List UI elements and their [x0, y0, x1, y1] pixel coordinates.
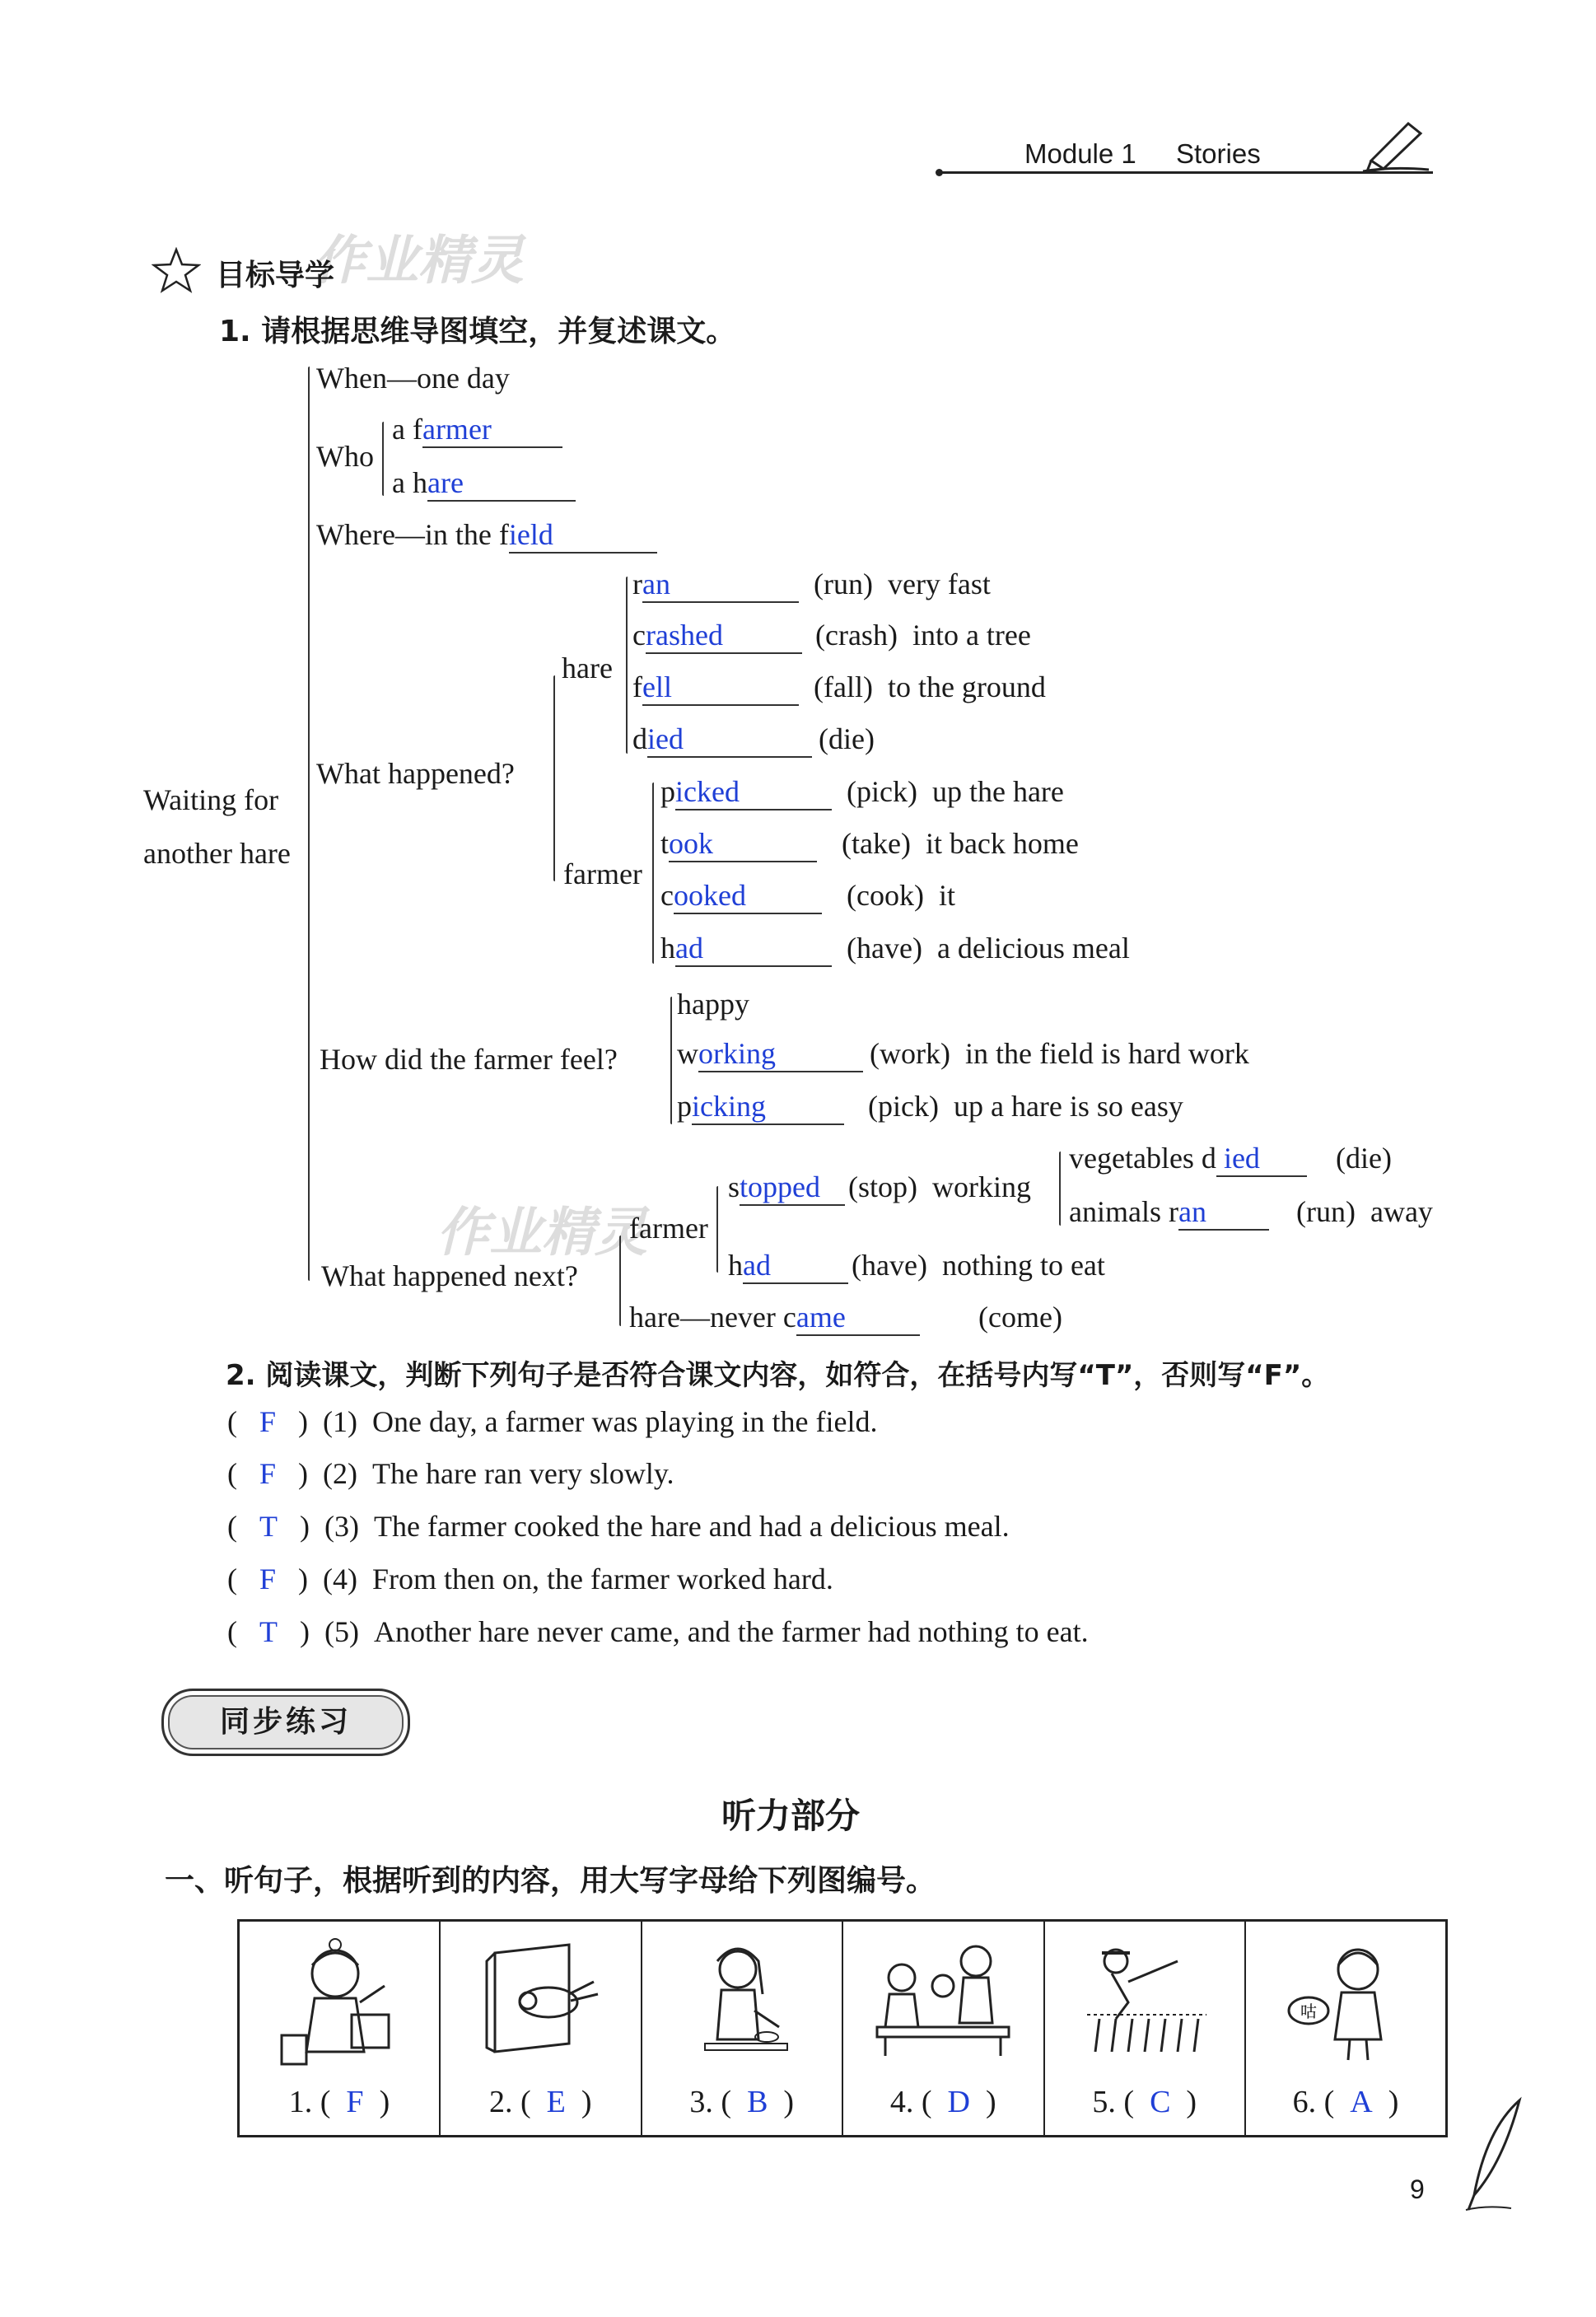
q2-item-4-text: From then on, the farmer worked hard. — [372, 1563, 833, 1595]
hare-item-2-hint — [815, 618, 1031, 652]
rest: away — [1370, 1195, 1433, 1228]
farmer-item-2-blank[interactable] — [669, 826, 817, 862]
hare-item-3-prefix: f — [632, 670, 642, 703]
stopped-answer: topped — [740, 1170, 820, 1203]
hint: (have) — [847, 932, 922, 965]
farmer-brace — [652, 782, 654, 964]
rest: working — [932, 1170, 1031, 1203]
farmer-item-1-hint — [847, 774, 1064, 809]
feel-item-1-prefix: w — [677, 1037, 698, 1070]
pic-cell-5: 5. ( C ) — [1044, 1921, 1246, 2137]
who-item-2-blank[interactable] — [427, 465, 576, 502]
hare-item-3-answer: ell — [642, 670, 672, 703]
pic-4-answer[interactable]: D — [947, 2085, 970, 2119]
farmer-item-2-answer: ook — [669, 827, 714, 860]
pic-cell-4: 4. ( D ) — [842, 1921, 1044, 2137]
next-had-hint — [852, 1248, 1105, 1282]
vegetables-answer: ied — [1223, 1142, 1260, 1175]
feel-item-2-hint — [868, 1089, 1183, 1123]
feel-item-1-hint — [870, 1036, 1249, 1071]
pic-5-num: 5. — [1092, 2085, 1116, 2119]
had-answer: ad — [743, 1249, 771, 1282]
pic-cell-6: 咕 6. ( A ) — [1245, 1921, 1447, 2137]
map-root-line2: another hare — [143, 837, 291, 870]
map-where — [316, 517, 657, 554]
rest: to the ground — [887, 670, 1046, 703]
pic-4-num: 4. — [889, 2085, 914, 2119]
pic-2-answer[interactable]: E — [546, 2085, 566, 2119]
farmer-item-4-prefix: h — [660, 932, 675, 965]
who-item-2 — [392, 465, 576, 502]
next-animals-hint — [1296, 1194, 1433, 1229]
hare-never-prefix: hare—never c — [629, 1301, 796, 1334]
farmer-item-3-prefix: c — [660, 879, 674, 912]
pic-6-answer[interactable]: A — [1350, 2085, 1373, 2119]
hare-never-answer: ame — [796, 1301, 846, 1334]
pencil-icon — [1359, 115, 1433, 173]
map-what-happened: What happened? — [316, 757, 515, 790]
map-when: When—one day — [316, 362, 510, 395]
farmer-item-3-answer: ooked — [673, 879, 746, 912]
q2-item-3: ( T ) (3) The farmer cooked the hare and had a delicious meal. — [227, 1510, 1010, 1543]
rest: very fast — [887, 568, 991, 600]
watermark: 作业精灵 — [313, 231, 524, 292]
listening-title: 听力部分 — [721, 1796, 861, 1836]
hare-never-blank[interactable] — [796, 1300, 920, 1336]
who-brace — [382, 422, 384, 496]
hare-item-3-hint — [814, 670, 1046, 704]
farmer-item-4-blank[interactable] — [675, 931, 832, 967]
farmer-item-2-prefix: t — [660, 827, 670, 860]
q2-item-2-num: (2) — [323, 1457, 358, 1490]
q2-item-1: ( F ) (1) One day, a farmer was playing in the field. — [227, 1405, 878, 1438]
q2-item-4-answer[interactable]: F — [259, 1563, 277, 1595]
next-animals — [1069, 1194, 1269, 1231]
hare-item-1-blank[interactable] — [642, 567, 799, 603]
map-root-line1: Waiting for — [143, 783, 279, 816]
feel-happy: happy — [677, 988, 749, 1021]
hint: (fall) — [814, 670, 873, 703]
hare-item-4-prefix: d — [632, 722, 647, 755]
pic-1-num: 1. — [288, 2085, 313, 2119]
next-brace — [619, 1236, 621, 1326]
hare-item-1-answer: an — [642, 568, 670, 600]
pic-cell-3: 3. ( B ) — [642, 1921, 843, 2137]
hint: (run) — [814, 568, 873, 600]
vegetables-blank[interactable] — [1216, 1141, 1307, 1177]
stopped-prefix: s — [728, 1170, 740, 1203]
hare-item-3-blank[interactable] — [642, 670, 799, 706]
who-item-1-prefix: a f — [392, 413, 422, 446]
pic-6-num: 6. — [1292, 2085, 1317, 2119]
hint: (cook) — [847, 879, 924, 912]
farmer-item-1 — [660, 774, 832, 810]
hare-item-1 — [632, 567, 799, 603]
header-module: Module 1 — [1024, 138, 1136, 169]
next-had — [728, 1248, 848, 1284]
star-icon — [152, 247, 201, 293]
feel-item-1-answer: orking — [698, 1037, 776, 1070]
farmer-item-1-blank[interactable] — [675, 774, 832, 810]
q2-item-3-answer[interactable]: T — [259, 1510, 278, 1543]
q2-item-5-answer[interactable]: T — [259, 1615, 278, 1648]
next-vegetables — [1069, 1141, 1307, 1177]
hint: (crash) — [815, 619, 898, 652]
who-item-2-prefix: a h — [392, 466, 427, 499]
feel-item-2 — [677, 1089, 844, 1125]
girl-eating-icon — [278, 1936, 401, 2068]
q2-item-1-answer[interactable]: F — [259, 1405, 277, 1438]
hint: (pick) — [847, 775, 917, 808]
q2-item-3-num: (3) — [324, 1510, 359, 1543]
rabbit-box-icon — [478, 1936, 602, 2060]
feel-item-1 — [677, 1036, 863, 1072]
where-blank[interactable] — [509, 517, 657, 554]
hare-item-4-blank[interactable] — [647, 722, 812, 758]
animals-answer: an — [1178, 1195, 1206, 1228]
feel-brace — [670, 997, 672, 1124]
watermark: 作业精灵 — [436, 1203, 647, 1264]
feel-item-2-blank[interactable] — [692, 1089, 844, 1125]
where-prefix: Where—in the f — [316, 518, 509, 551]
page-number: 9 — [1410, 2175, 1425, 2204]
farmer-item-2 — [660, 826, 817, 862]
q2-item-1-text: One day, a farmer was playing in the field. — [372, 1405, 878, 1438]
picture-table — [237, 1919, 1448, 2137]
hint: (work) — [870, 1037, 950, 1070]
map-feel: How did the farmer feel? — [320, 1043, 618, 1076]
map-next: What happened next? — [321, 1259, 578, 1292]
hint: (have) — [852, 1249, 927, 1282]
q2-item-4: ( F ) (4) From then on, the farmer worked hard. — [227, 1563, 833, 1595]
hare-item-3 — [632, 670, 799, 706]
rest: it back home — [925, 827, 1079, 860]
hare-label: hare — [562, 652, 613, 684]
farmer-item-1-prefix: p — [660, 775, 675, 808]
pic-3-num: 3. — [689, 2085, 713, 2119]
hare-item-4-hint — [819, 722, 875, 756]
farmer-field-icon — [1079, 1936, 1211, 2060]
practice-banner — [161, 1689, 410, 1756]
next-hare-hint: (come) — [978, 1301, 1062, 1334]
next-hare — [629, 1300, 920, 1336]
hint: (die) — [819, 722, 875, 755]
working-brace — [1059, 1151, 1061, 1226]
next-stopped — [728, 1170, 845, 1206]
section-goal-title: 目标导学 — [216, 259, 335, 292]
farmer-item-2-hint — [842, 826, 1079, 861]
hint: (pick) — [868, 1090, 939, 1123]
next-farmer-brace — [716, 1186, 718, 1273]
hint: (take) — [842, 827, 911, 860]
feel-item-1-blank[interactable] — [698, 1036, 863, 1072]
farmer-item-4-answer: ad — [675, 932, 703, 965]
animals-prefix: animals r — [1069, 1195, 1178, 1228]
hare-item-4-answer: ied — [647, 722, 684, 755]
stopped-blank[interactable] — [740, 1170, 845, 1206]
pic-cell-1: 1. ( F ) — [239, 1921, 441, 2137]
rest: a delicious meal — [936, 932, 1130, 965]
hare-item-1-hint — [814, 567, 991, 601]
farmer-item-4 — [660, 931, 832, 967]
who-item-1-blank[interactable] — [422, 412, 562, 448]
animals-blank[interactable] — [1178, 1194, 1269, 1231]
next-farmer-label: farmer — [629, 1212, 708, 1245]
farmer-item-3 — [660, 878, 822, 914]
hare-item-4 — [632, 722, 812, 758]
farmer-item-3-blank[interactable] — [674, 878, 822, 914]
q1-prompt: 1. 请根据思维导图填空，并复述课文。 — [219, 315, 736, 348]
next-stopped-hint — [848, 1170, 1031, 1204]
had-blank[interactable] — [743, 1248, 848, 1284]
feel-item-2-prefix: p — [677, 1090, 692, 1123]
hare-item-2-blank[interactable] — [646, 618, 802, 654]
q2-item-3-text: The farmer cooked the hare and had a delicious meal. — [373, 1510, 1010, 1543]
q2-prompt: 2. 阅读课文，判断下列句子是否符合课文内容，如符合，在括号内写“T”，否则写“F”。 — [226, 1359, 1330, 1392]
who-item-1 — [392, 412, 562, 448]
pic-cell-2: 2. ( E ) — [440, 1921, 642, 2137]
pic-1-answer[interactable]: F — [346, 2085, 364, 2119]
next-vegetables-hint: (die) — [1336, 1142, 1392, 1175]
pic-2-num: 2. — [488, 2085, 513, 2119]
feather-icon — [1462, 2096, 1528, 2212]
q2-item-1-num: (1) — [323, 1405, 358, 1438]
girl-speaking-icon — [1284, 1936, 1407, 2068]
map-who-label: Who — [316, 440, 374, 473]
speech-bubble-text: 咕 — [1300, 2002, 1317, 2021]
q2-item-5-num: (5) — [324, 1615, 359, 1648]
rest: into a tree — [912, 619, 1031, 652]
had-prefix: h — [728, 1249, 743, 1282]
farmer-item-1-answer: icked — [675, 775, 740, 808]
pic-5-answer[interactable]: C — [1150, 2085, 1171, 2119]
farmer-label: farmer — [563, 857, 642, 890]
hare-item-2-answer: rashed — [645, 619, 723, 652]
rest: it — [938, 879, 955, 912]
what-happened-brace — [553, 675, 555, 881]
hare-item-2-prefix: c — [632, 619, 646, 652]
q2-item-4-num: (4) — [323, 1563, 358, 1595]
main-brace — [308, 367, 310, 1281]
hint: (stop) — [848, 1170, 917, 1203]
feel-item-2-answer: icking — [692, 1090, 766, 1123]
vegetables-prefix: vegetables d — [1069, 1142, 1216, 1175]
woman-cooking-icon — [680, 1936, 804, 2068]
where-answer: ield — [508, 518, 553, 551]
q2-item-5-text: Another hare never came, and the farmer had nothing to eat. — [373, 1615, 1089, 1648]
header-rule-dot — [936, 169, 943, 176]
hare-item-1-prefix: r — [632, 568, 642, 600]
hare-item-2 — [632, 618, 802, 654]
hare-brace — [626, 577, 628, 754]
rest: nothing to eat — [941, 1249, 1105, 1282]
header-title: Stories — [1176, 138, 1261, 169]
who-item-2-answer: are — [427, 466, 464, 499]
who-item-1-answer: armer — [422, 413, 492, 446]
q2-item-5: ( T ) (5) Another hare never came, and the farmer had nothing to eat. — [227, 1615, 1089, 1648]
hint: (run) — [1296, 1195, 1356, 1228]
pic-3-answer[interactable]: B — [747, 2085, 768, 2119]
farmer-item-3-hint — [847, 878, 955, 913]
rest: in the field is hard work — [964, 1037, 1249, 1070]
rest: up a hare is so easy — [953, 1090, 1183, 1123]
farmer-item-4-hint — [847, 931, 1130, 965]
q2-item-2-answer[interactable]: F — [259, 1457, 277, 1490]
practice-banner-label: 同步练习 — [219, 1705, 352, 1739]
family-dinner-icon — [873, 1936, 1013, 2060]
rest: up the hare — [931, 775, 1064, 808]
part1-prompt: 一、听句子，根据听到的内容，用大写字母给下列图编号。 — [165, 1864, 936, 1898]
q2-item-2: ( F ) (2) The hare ran very slowly. — [227, 1457, 674, 1490]
q2-item-2-text: The hare ran very slowly. — [372, 1457, 674, 1490]
